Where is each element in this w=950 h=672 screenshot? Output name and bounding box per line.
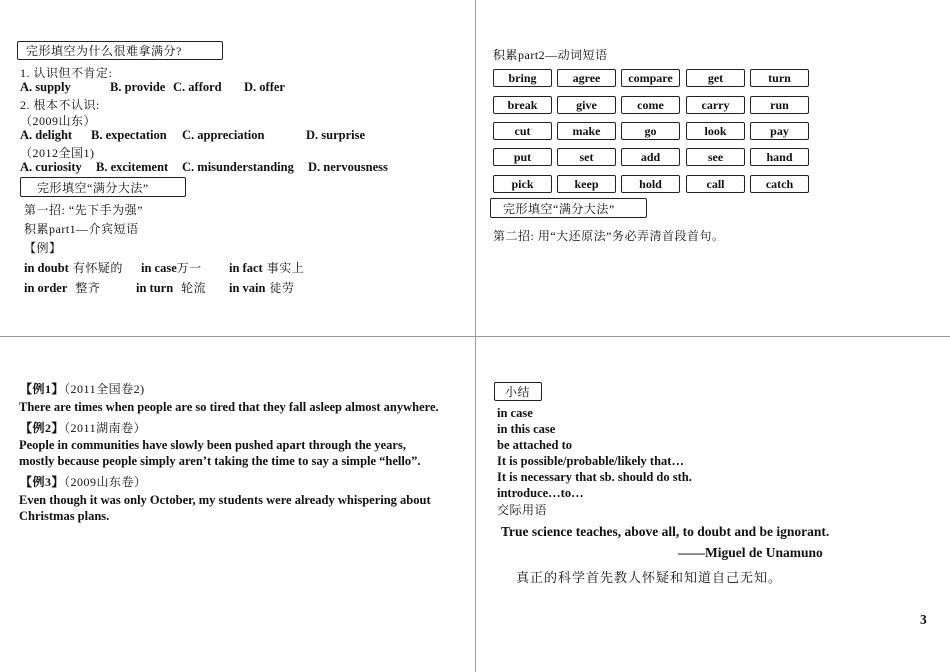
example-3-line-1: Even though it was only October, my students were already whispering about bbox=[19, 493, 431, 507]
summary-item-5: It is necessary that sb. should do sth. bbox=[497, 470, 692, 484]
summary-item-3: be attached to bbox=[497, 438, 572, 452]
example-1-text: There are times when people are so tired that they fall asleep almost anywhere. bbox=[19, 400, 439, 414]
q1-label: 1. 认识但不肯定: bbox=[20, 66, 113, 80]
word-box-run: run bbox=[750, 96, 809, 114]
q3-opt-a: A. curiosity bbox=[20, 160, 82, 174]
q3-opt-d: D. nervousness bbox=[308, 160, 388, 174]
word-box-go: go bbox=[621, 122, 680, 140]
word-box-pick: pick bbox=[493, 175, 552, 193]
summary-item-cn: 交际用语 bbox=[497, 503, 548, 517]
example-2-header: 【例2】（2011湖南卷） bbox=[20, 421, 147, 435]
method-box-2: 完形填空“满分大法” bbox=[490, 198, 647, 218]
word-box-set: set bbox=[557, 148, 616, 166]
word-box-put: put bbox=[493, 148, 552, 166]
word-box-make: make bbox=[557, 122, 616, 140]
word-box-give: give bbox=[557, 96, 616, 114]
q1-opt-a: A. supply bbox=[20, 80, 71, 94]
q3-opt-b: B. excitement bbox=[96, 160, 169, 174]
q1-opt-d: D. offer bbox=[244, 80, 285, 94]
q3-opt-c: C. misunderstanding bbox=[182, 160, 294, 174]
word-box-agree: agree bbox=[557, 69, 616, 87]
q2-opt-b: B. expectation bbox=[91, 128, 167, 142]
summary-item-4: It is possible/probable/likely that… bbox=[497, 454, 684, 468]
example-3-header: 【例3】（2009山东卷） bbox=[20, 475, 147, 489]
word-box-look: look bbox=[686, 122, 745, 140]
why-hard-box: 完形填空为什么很难拿满分? bbox=[17, 41, 223, 60]
word-box-catch: catch bbox=[750, 175, 809, 193]
q1-opt-c: C. afford bbox=[173, 80, 222, 94]
quote-author: ——Miguel de Unamuno bbox=[678, 545, 823, 560]
summary-item-2: in this case bbox=[497, 422, 556, 436]
word-box-come: come bbox=[621, 96, 680, 114]
example-label: 【例】 bbox=[24, 241, 62, 255]
word-box-see: see bbox=[686, 148, 745, 166]
phrase-in-case: in case万一 bbox=[141, 261, 202, 275]
phrase-in-fact: in fact 事实上 bbox=[229, 261, 305, 275]
example-3-line-2: Christmas plans. bbox=[19, 509, 110, 523]
summary-box: 小结 bbox=[494, 382, 542, 401]
word-box-break: break bbox=[493, 96, 552, 114]
example-1-header: 【例1】（2011全国卷2) bbox=[20, 382, 145, 396]
example-2-line-1: People in communities have slowly been pushed apart through the years, bbox=[19, 438, 406, 452]
word-box-hold: hold bbox=[621, 175, 680, 193]
word-box-call: call bbox=[686, 175, 745, 193]
q2-opt-a: A. delight bbox=[20, 128, 73, 142]
part2-heading: 积累part2—动词短语 bbox=[493, 48, 608, 62]
q2-label: 2. 根本不认识: bbox=[20, 98, 100, 112]
tip-two: 第二招: 用“大还原法”务必弄清首段首句。 bbox=[493, 229, 725, 243]
q2-opt-d: D. surprise bbox=[306, 128, 366, 142]
phrase-in-doubt: in doubt 有怀疑的 bbox=[24, 261, 123, 275]
word-box-compare: compare bbox=[621, 69, 680, 87]
word-box-pay: pay bbox=[750, 122, 809, 140]
word-box-get: get bbox=[686, 69, 745, 87]
word-box-hand: hand bbox=[750, 148, 809, 166]
summary-item-6: introduce…to… bbox=[497, 486, 584, 500]
example-2-line-2: mostly because people simply aren’t taking the time to say a simple “hello”. bbox=[19, 454, 421, 468]
phrase-in-vain: in vain 徒劳 bbox=[229, 281, 295, 295]
word-box-cut: cut bbox=[493, 122, 552, 140]
part1-heading: 积累part1—介宾短语 bbox=[24, 222, 139, 236]
method-box-1: 完形填空“满分大法” bbox=[20, 177, 186, 197]
word-box-add: add bbox=[621, 148, 680, 166]
q1-opt-b: B. provide bbox=[110, 80, 166, 94]
word-box-turn: turn bbox=[750, 69, 809, 87]
page-number: 3 bbox=[920, 612, 927, 627]
q2-source: （2009山东） bbox=[20, 114, 97, 128]
summary-item-1: in case bbox=[497, 406, 533, 420]
quote-text: True science teaches, above all, to doubt and be ignorant. bbox=[501, 524, 830, 539]
q3-source: （2012全国1) bbox=[20, 146, 95, 160]
word-box-bring: bring bbox=[493, 69, 552, 87]
horizontal-divider bbox=[0, 336, 950, 337]
quote-chinese: 真正的科学首先教人怀疑和知道自己无知。 bbox=[516, 570, 783, 585]
phrase-in-order: in order 整齐 bbox=[24, 281, 101, 295]
word-box-keep: keep bbox=[557, 175, 616, 193]
phrase-in-turn: in turn 轮流 bbox=[136, 281, 207, 295]
q2-opt-c: C. appreciation bbox=[182, 128, 265, 142]
tip-one: 第一招: “先下手为强” bbox=[24, 203, 143, 217]
word-box-carry: carry bbox=[686, 96, 745, 114]
